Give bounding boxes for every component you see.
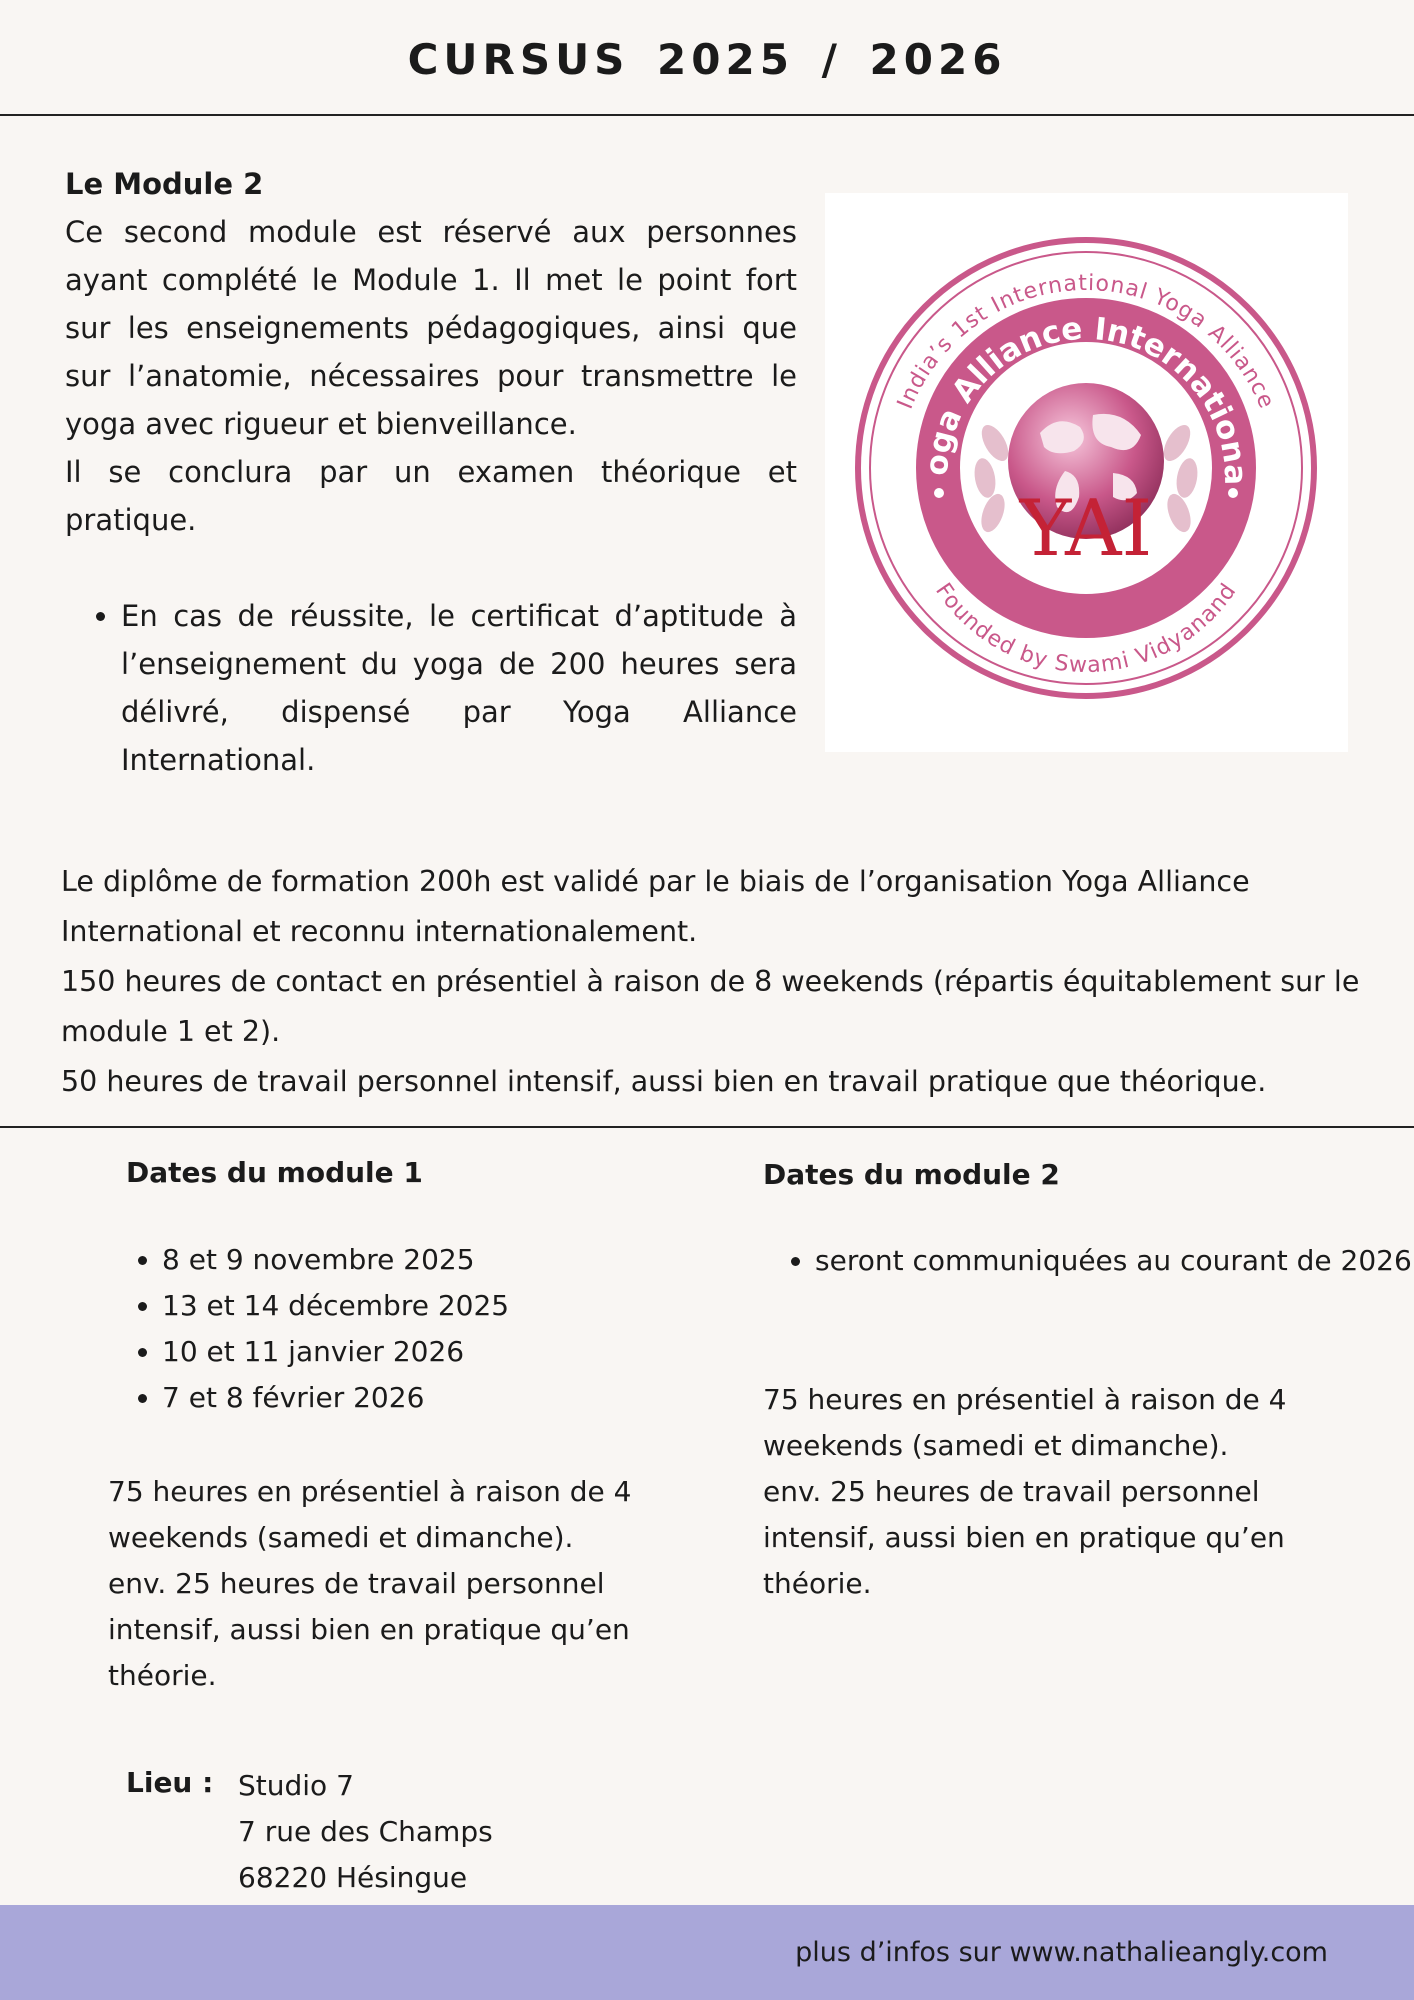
module2-paragraph-1: Ce second module est réservé aux personnes ayant complété le Module 1. Il met le point fort sur les enseignements pédagogiques, ainsi que sur l’anatomie, nécessaires pour transmettre le yoga avec rigueur et bienveillance. bbox=[65, 215, 797, 441]
module2-hours-line-1: 75 heures en présentiel à raison de 4 weekends (samedi et dimanche). bbox=[763, 1383, 1287, 1462]
yai-logo bbox=[825, 193, 1348, 752]
module1-hours bbox=[108, 1469, 668, 1699]
module2-heading: Le Module 2 bbox=[65, 167, 264, 201]
footer-link[interactable]: plus d’infos sur www.nathalieangly.com bbox=[795, 1937, 1328, 1968]
location-label: Lieu : bbox=[126, 1766, 214, 1799]
summary-line-2: 150 heures de contact en présentiel à raison de 8 weekends (répartis équitablement sur le module 1 et 2). bbox=[61, 965, 1360, 1048]
page-title: CURSUS 2025 / 2026 bbox=[407, 34, 1007, 84]
module2-bullet-list bbox=[65, 592, 797, 784]
summary-section bbox=[61, 857, 1397, 1107]
dates-module2-heading: Dates du module 2 bbox=[763, 1158, 1060, 1191]
dates-module1-item: • 8 et 9 novembre 2025 bbox=[162, 1237, 722, 1283]
module2-hours-line-2: env. 25 heures de travail personnel intensif, aussi bien en pratique qu’en théorie. bbox=[763, 1475, 1285, 1600]
location-city: 68220 Hésingue bbox=[238, 1861, 468, 1894]
location-address bbox=[238, 1763, 493, 1901]
summary-line-3: 50 heures de travail personnel intensif, aussi bien en travail pratique que théorique. bbox=[61, 1065, 1267, 1098]
logo-outer-text: India’s 1st International Yoga Alliance bbox=[892, 270, 1280, 413]
dates-module1-item: • 7 et 8 février 2026 bbox=[162, 1375, 722, 1421]
module2-section bbox=[65, 160, 797, 784]
module2-paragraph-2: Il se conclura par un examen théorique et pratique. bbox=[65, 455, 797, 537]
dates-module1-heading: Dates du module 1 bbox=[126, 1156, 423, 1189]
dates-module2-item: • seront communiquées au courant de 2026 bbox=[815, 1238, 1414, 1284]
dates-module2-list bbox=[779, 1238, 1414, 1284]
dates-module1-list bbox=[126, 1237, 722, 1421]
module1-hours-line-2: env. 25 heures de travail personnel intensif, aussi bien en pratique qu’en théorie. bbox=[108, 1567, 630, 1692]
yai-logo-graphic bbox=[825, 193, 1348, 752]
logo-monogram: YAI bbox=[1019, 484, 1153, 574]
location-name: Studio 7 bbox=[238, 1769, 354, 1802]
location-street: 7 rue des Champs bbox=[238, 1815, 493, 1848]
footer-bar bbox=[0, 1905, 1414, 2000]
module2-hours bbox=[763, 1377, 1303, 1607]
dates-module1-item: • 13 et 14 décembre 2025 bbox=[162, 1283, 722, 1329]
logo-bottom-text: Founded by Swami Vidyanand bbox=[930, 578, 1242, 679]
module1-hours-line-1: 75 heures en présentiel à raison de 4 weekends (samedi et dimanche). bbox=[108, 1475, 632, 1554]
header-divider bbox=[0, 114, 1414, 116]
dates-module1-item: • 10 et 11 janvier 2026 bbox=[162, 1329, 722, 1375]
summary-line-1: Le diplôme de formation 200h est validé par le biais de l’organisation Yoga Alliance International et reconnu internationalement. bbox=[61, 865, 1250, 948]
logo-inner-text: oga Alliance Internationa bbox=[918, 310, 1254, 486]
module2-bullet: • En cas de réussite, le certificat d’aptitude à l’enseignement du yoga de 200 heures sera délivré, dispensé par Yoga Alliance International. bbox=[121, 592, 797, 784]
summary-divider bbox=[0, 1126, 1414, 1128]
